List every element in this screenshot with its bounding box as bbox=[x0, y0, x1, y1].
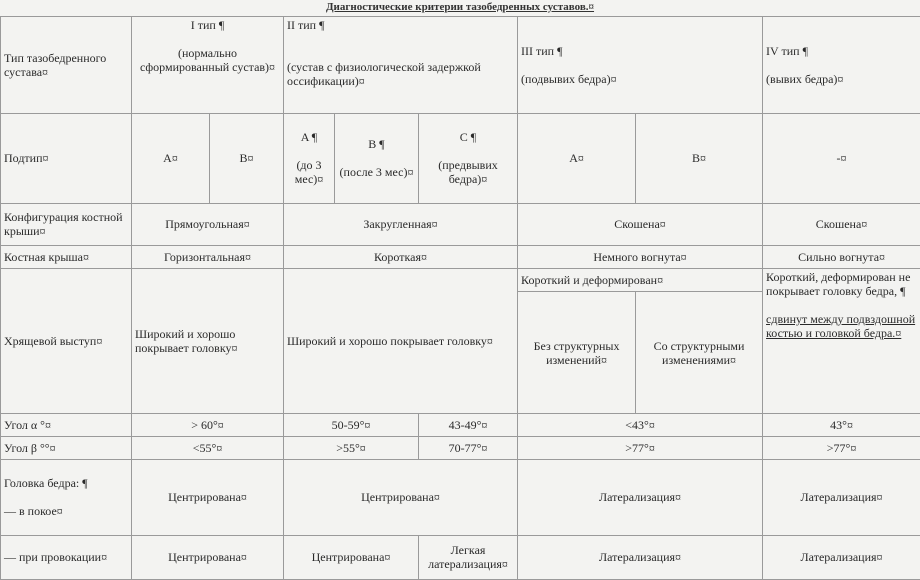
alpha-type-3: <43°¤ bbox=[518, 413, 763, 436]
cartilage-type-4: Короткий, деформирован не покрывает головку бедра, ¶ сдвинут между подвздошной костью и головкой бедра.¤ bbox=[763, 269, 920, 414]
alpha-row bbox=[1, 413, 920, 436]
roof-config-type-1: Прямоугольная¤ bbox=[132, 203, 284, 245]
cartilage-type-3a: Без структурных изменений¤ bbox=[518, 292, 636, 414]
subtype-2b: B ¶ (после 3 мес)¤ bbox=[335, 113, 419, 203]
header-joint-type: Тип тазобедренного сустава¤ bbox=[1, 17, 132, 114]
row-label-cartilage: Хрящевой выступ¤ bbox=[1, 269, 132, 414]
subtype-1b: B¤ bbox=[210, 113, 284, 203]
header-row bbox=[1, 17, 920, 114]
head-provoke-type-4: Латерализация¤ bbox=[763, 535, 920, 579]
row-label-head-rest: Головка бедра: ¶ — в покое¤ bbox=[1, 460, 132, 536]
cartilage-type-1: Широкий и хорошо покрывает головку¤ bbox=[132, 269, 284, 414]
type-4-name: IV тип ¶ bbox=[766, 43, 809, 58]
type-1-desc: (нормально сформированный сустав)¤ bbox=[139, 46, 276, 74]
head-provoke-type-2c: Легкая латерализация¤ bbox=[419, 535, 518, 579]
beta-type-2c: 70-77°¤ bbox=[419, 437, 518, 460]
beta-type-1: <55°¤ bbox=[132, 437, 284, 460]
roof-type-2: Короткая¤ bbox=[284, 245, 518, 268]
beta-type-2ab: >55°¤ bbox=[284, 437, 419, 460]
cartilage-type-2: Широкий и хорошо покрывает головку¤ bbox=[284, 269, 518, 414]
type-2-desc: (сустав с физиологической задержкой оссификации)¤ bbox=[287, 60, 481, 88]
row-label-roof-config: Конфигурация костной крыши¤ bbox=[1, 203, 132, 245]
beta-type-3: >77°¤ bbox=[518, 437, 763, 460]
header-type-2 bbox=[284, 17, 518, 114]
head-provoke-type-1: Центрирована¤ bbox=[132, 535, 284, 579]
type-2-name: II тип ¶ bbox=[287, 18, 325, 32]
head-provoke-row bbox=[1, 535, 920, 579]
head-rest-type-4: Латерализация¤ bbox=[763, 460, 920, 536]
hip-criteria-table bbox=[0, 16, 920, 580]
cartilage-type-3b: Со структурными изменениями¤ bbox=[636, 292, 763, 414]
alpha-type-2ab: 50-59°¤ bbox=[284, 413, 419, 436]
beta-type-4: >77°¤ bbox=[763, 437, 920, 460]
document-title: Диагностические критерии тазобедренных суставов.¤ bbox=[325, 1, 595, 13]
subtype-4: -¤ bbox=[763, 113, 920, 203]
header-type-4 bbox=[763, 17, 920, 114]
subtype-3a: A¤ bbox=[518, 113, 636, 203]
subtype-2a: A ¶ (до 3 мес)¤ bbox=[284, 113, 335, 203]
type-1-name: I тип ¶ bbox=[190, 18, 225, 32]
head-rest-row bbox=[1, 460, 920, 536]
roof-config-type-4: Скошена¤ bbox=[763, 203, 920, 245]
row-label-subtype: Подтип¤ bbox=[1, 113, 132, 203]
row-label-beta: Угол β °°¤ bbox=[1, 437, 132, 460]
roof-type-4: Сильно вогнута¤ bbox=[763, 245, 920, 268]
subtype-row bbox=[1, 113, 920, 203]
head-rest-type-2: Центрирована¤ bbox=[284, 460, 518, 536]
subtype-2c: C ¶ (предвывих бедра)¤ bbox=[419, 113, 518, 203]
head-rest-type-3: Латерализация¤ bbox=[518, 460, 763, 536]
type-4-desc: (вывих бедра)¤ bbox=[766, 71, 844, 86]
roof-config-row bbox=[1, 203, 920, 245]
alpha-type-1: > 60°¤ bbox=[132, 413, 284, 436]
row-label-head-provoke: — при провокации¤ bbox=[1, 535, 132, 579]
header-type-3 bbox=[518, 17, 763, 114]
subtype-3b: B¤ bbox=[636, 113, 763, 203]
roof-config-type-3: Скошена¤ bbox=[518, 203, 763, 245]
alpha-type-2c: 43-49°¤ bbox=[419, 413, 518, 436]
cartilage-type-3-header: Короткий и деформирован¤ bbox=[518, 269, 763, 292]
header-type-1 bbox=[132, 17, 284, 114]
roof-config-type-2: Закругленная¤ bbox=[284, 203, 518, 245]
alpha-type-4: 43°¤ bbox=[763, 413, 920, 436]
head-rest-type-1: Центрирована¤ bbox=[132, 460, 284, 536]
row-label-alpha: Угол α °¤ bbox=[1, 413, 132, 436]
roof-row bbox=[1, 245, 920, 268]
type-3-name: III тип ¶ bbox=[521, 43, 563, 58]
beta-row bbox=[1, 437, 920, 460]
subtype-1a: A¤ bbox=[132, 113, 210, 203]
type-3-desc: (подвывих бедра)¤ bbox=[521, 71, 617, 86]
roof-type-3: Немного вогнута¤ bbox=[518, 245, 763, 268]
row-label-roof: Костная крыша¤ bbox=[1, 245, 132, 268]
roof-type-1: Горизонтальная¤ bbox=[132, 245, 284, 268]
head-provoke-type-2ab: Центрирована¤ bbox=[284, 535, 419, 579]
cartilage-row bbox=[1, 269, 920, 292]
head-provoke-type-3: Латерализация¤ bbox=[518, 535, 763, 579]
